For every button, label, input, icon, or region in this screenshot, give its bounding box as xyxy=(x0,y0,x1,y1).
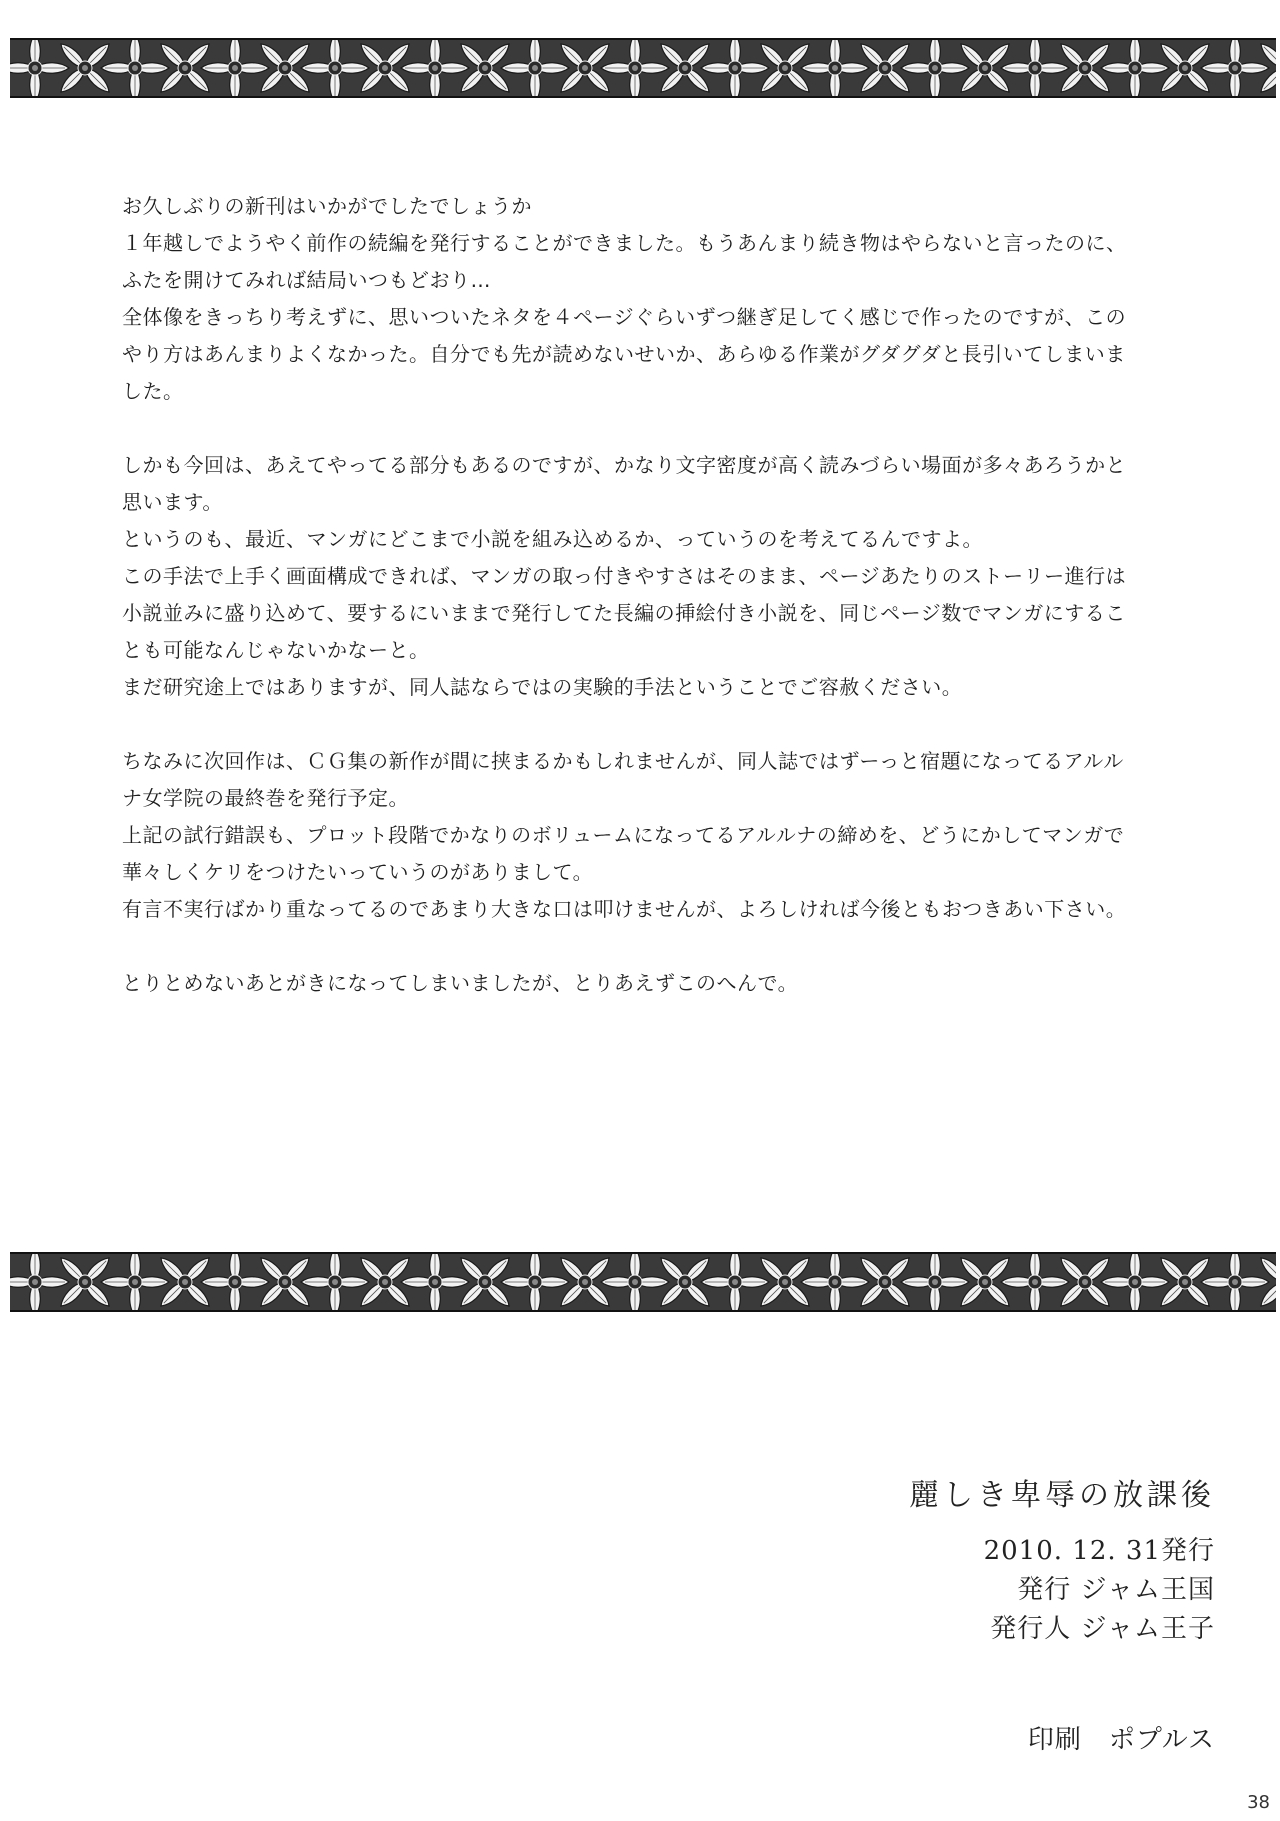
text-line: やり方はあんまりよくなかった。自分でも先が読めないせいか、あらゆる作業がグダグダと長引いてしまいま xyxy=(122,342,1126,366)
floral-pattern-icon xyxy=(10,38,1276,98)
text-line: というのも、最近、マンガにどこまで小説を組み込めるか、っていうのを考えてるんですよ。 xyxy=(122,527,983,551)
paragraph-gap xyxy=(122,410,1182,447)
paragraph-gap xyxy=(122,706,1182,743)
text-line: とも可能なんじゃないかなーと。 xyxy=(122,638,430,662)
text-line: 思います。 xyxy=(122,490,223,514)
text-line: しかも今回は、あえてやってる部分もあるのですが、かなり文字密度が高く読みづらい場面が多々あろうかと xyxy=(122,453,1127,477)
afterword-text xyxy=(122,188,1182,1002)
text-line: 上記の試行錯誤も、プロット段階でかなりのボリュームになってるアルルナの締めを、どうにかしてマンガで xyxy=(122,823,1125,847)
paragraph-gap xyxy=(122,928,1182,965)
printer: 印刷 ポプルス xyxy=(1027,1725,1215,1755)
text-line: ふたを開けてみれば結局いつもどおり… xyxy=(122,268,491,292)
floral-border-top xyxy=(10,38,1276,98)
floral-pattern-icon xyxy=(10,1252,1276,1312)
text-line: した。 xyxy=(122,379,184,403)
text-line: まだ研究途上ではありますが、同人誌ならではの実験的手法ということでご容赦ください。 xyxy=(122,675,963,699)
book-title: 麗しき卑辱の放課後 xyxy=(909,1478,1215,1513)
text-line: お久しぶりの新刊はいかがでしたでしょうか xyxy=(122,194,532,218)
text-line: 小説並みに盛り込めて、要するにいままで発行してた長編の挿絵付き小説を、同じページ数でマンガにするこ xyxy=(122,601,1126,625)
publisher-person: 発行人 ジャム王子 xyxy=(990,1614,1215,1644)
text-line: １年越しでようやく前作の続編を発行することができました。もうあんまり続き物はやらないと言ったのに、 xyxy=(122,231,1127,255)
text-line: 華々しくケリをつけたいっていうのがありまして。 xyxy=(122,860,594,884)
floral-border-bottom xyxy=(10,1252,1276,1312)
text-line: ナ女学院の最終巻を発行予定。 xyxy=(122,786,409,810)
issue-date: 2010. 12. 31発行 xyxy=(983,1536,1215,1566)
text-line: とりとめないあとがきになってしまいましたが、とりあえずこのへんで。 xyxy=(122,971,799,995)
text-line: この手法で上手く画面構成できれば、マンガの取っ付きやすさはそのまま、ページあたりのストーリー進行は xyxy=(122,564,1127,588)
text-line: ちなみに次回作は、ＣＧ集の新作が間に挟まるかもしれませんが、同人誌ではずーっと宿題になってるアルル xyxy=(122,749,1124,773)
text-line: 有言不実行ばかり重なってるのであまり大きな口は叩けませんが、よろしければ今後ともおつきあい下さい。 xyxy=(122,897,1127,921)
text-line: 全体像をきっちり考えずに、思いついたネタを４ページぐらいずつ継ぎ足してく感じで作ったのですが、この xyxy=(122,305,1127,329)
page-number: 38 xyxy=(1247,1792,1270,1813)
publisher: 発行 ジャム王国 xyxy=(1017,1575,1215,1605)
colophon xyxy=(909,1470,1215,1760)
